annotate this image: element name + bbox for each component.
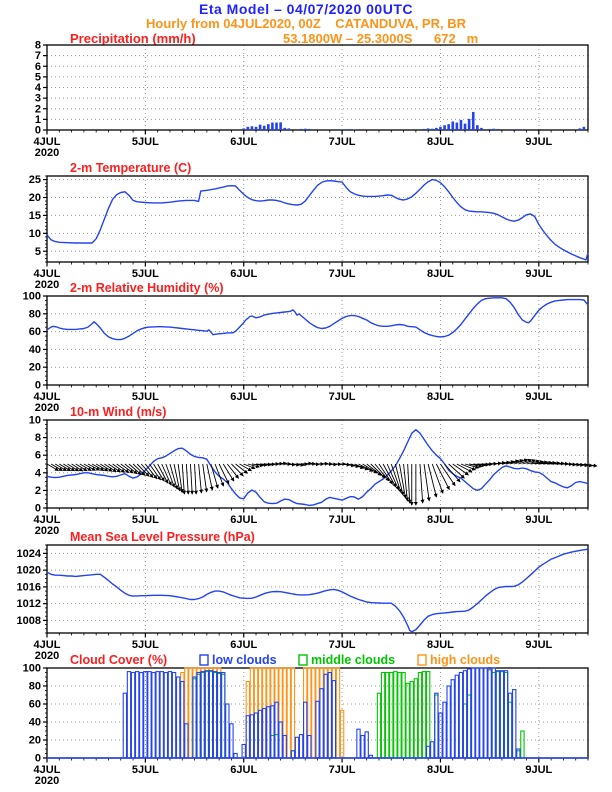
precip-bar (476, 125, 479, 130)
low-cloud-bar (258, 710, 261, 758)
precip-bar (247, 127, 250, 130)
panel-2-m-temperature-c (29, 161, 588, 291)
y-tick-label: 0 (34, 752, 41, 765)
y-tick-label: 4 (34, 467, 41, 480)
precip-bar (263, 126, 266, 130)
panel-title: 10-m Wind (m/s) (70, 405, 167, 419)
low-cloud-bar (467, 669, 470, 758)
x-tick-label: 5JUL (131, 514, 159, 526)
legend-label: high clouds (430, 653, 501, 667)
x-tick-label: 9JUL (525, 268, 553, 280)
precip-bar (255, 127, 258, 130)
precip-bar (451, 122, 454, 131)
legend-label: low clouds (212, 653, 277, 667)
low-cloud-bar (230, 724, 233, 758)
precip-bar (308, 129, 311, 130)
x-tick-label: 4JUL (33, 391, 61, 403)
x-tick-label: 9JUL (525, 136, 553, 148)
x-tick-label: 6JUL (230, 268, 258, 280)
y-tick-label: 10 (28, 414, 41, 427)
low-cloud-bar (283, 736, 286, 759)
high-cloud-bar (336, 668, 339, 758)
low-cloud-bar (131, 673, 134, 759)
y-tick-label: 80 (28, 308, 41, 321)
low-cloud-bar (320, 689, 323, 758)
x-year-label: 2020 (34, 525, 60, 537)
low-cloud-bar (480, 668, 483, 758)
low-cloud-bar (500, 671, 503, 758)
precip-bar (341, 129, 344, 130)
low-cloud-bar (172, 673, 175, 759)
low-cloud-bar (513, 690, 516, 758)
y-tick-label: 0 (34, 124, 41, 137)
precip-bar (283, 128, 286, 130)
precip-bar (439, 127, 442, 130)
low-cloud-bar (455, 675, 458, 758)
low-cloud-bar (152, 673, 155, 759)
low-cloud-bar (435, 693, 438, 758)
low-cloud-bar (295, 737, 298, 758)
x-tick-label: 7JUL (328, 391, 356, 403)
low-cloud-bar (205, 671, 208, 758)
precip-bar (267, 124, 270, 130)
x-tick-label: 8JUL (427, 764, 454, 776)
low-cloud-bar (299, 735, 302, 758)
low-cloud-bar (250, 715, 253, 758)
precip-bar (288, 128, 291, 130)
wind-direction-arrows (47, 459, 597, 505)
middle-cloud-bar (406, 683, 409, 758)
y-tick-label: 4 (34, 82, 41, 94)
low-cloud-bar (213, 672, 216, 758)
precip-bar (443, 125, 446, 130)
precip-bar (423, 129, 426, 130)
middle-cloud-bar (402, 673, 405, 759)
x-tick-label: 6JUL (230, 764, 258, 776)
low-cloud-bar (217, 673, 220, 759)
precip-bar (583, 127, 586, 130)
low-cloud-bar (504, 671, 507, 758)
x-tick-label: 9JUL (525, 764, 553, 776)
series-line (47, 430, 588, 506)
low-cloud-bar (201, 672, 204, 758)
y-tick-label: 15 (28, 209, 41, 222)
low-cloud-bar (148, 672, 151, 758)
x-tick-label: 4JUL (33, 764, 61, 776)
low-cloud-bar (443, 702, 446, 758)
panel-title-precipitation: Precipitation (mm/h) (70, 31, 196, 46)
precip-bar (300, 129, 303, 130)
high-cloud-bar (340, 710, 343, 758)
low-cloud-bar (365, 732, 368, 758)
low-cloud-bar (316, 701, 319, 758)
precip-bar (456, 123, 459, 130)
x-tick-label: 4JUL (33, 514, 61, 526)
precip-bar (480, 128, 483, 130)
precip-bar (242, 128, 245, 130)
precip-bar (304, 129, 307, 130)
low-cloud-bar (123, 693, 126, 758)
low-cloud-bar (279, 722, 282, 758)
precip-bar (271, 123, 274, 130)
y-tick-label: 100 (22, 662, 41, 675)
y-tick-label: 20 (28, 361, 41, 374)
x-tick-label: 8JUL (427, 391, 454, 403)
y-tick-label: 25 (28, 174, 41, 187)
low-cloud-bar (488, 670, 491, 758)
y-tick-label: 1 (34, 113, 41, 126)
x-tick-label: 5JUL (131, 764, 159, 776)
x-tick-label: 5JUL (131, 268, 159, 280)
x-tick-label: 7JUL (328, 639, 356, 651)
precip-bar (251, 126, 254, 130)
x-year-label: 2020 (34, 147, 60, 159)
precip-bar (460, 120, 463, 130)
panel-title: Cloud Cover (%) (70, 653, 168, 667)
x-tick-label: 4JUL (33, 136, 61, 148)
middle-cloud-bar (381, 673, 384, 759)
panel-title: 2-m Temperature (C) (70, 161, 192, 175)
low-cloud-bar (447, 686, 450, 758)
low-cloud-bar (197, 673, 200, 759)
x-tick-label: 7JUL (328, 514, 356, 526)
precip-bar (447, 124, 450, 130)
low-cloud-bar (357, 729, 360, 758)
precip-bar (431, 129, 434, 130)
middle-cloud-bar (418, 673, 421, 759)
y-tick-label: 8 (34, 432, 41, 445)
series-line (47, 549, 588, 632)
x-tick-label: 5JUL (131, 639, 159, 651)
precip-bar (279, 122, 282, 130)
low-cloud-bar (484, 668, 487, 758)
precip-bar (259, 125, 262, 130)
high-cloud-bar (287, 668, 290, 758)
panel-10-m-wind-m-s (29, 405, 597, 537)
low-cloud-bar (242, 745, 245, 759)
low-cloud-bar (332, 681, 335, 758)
y-tick-label: 60 (28, 698, 41, 711)
low-cloud-bar (156, 672, 159, 758)
low-cloud-bar (177, 677, 180, 758)
panel-title: Mean Sea Level Pressure (hPa) (70, 530, 255, 544)
series-line (47, 180, 588, 260)
series-line (47, 298, 588, 340)
precip-bar (275, 123, 278, 130)
x-tick-label: 8JUL (427, 514, 454, 526)
y-tick-label: 7 (34, 50, 41, 63)
precip-bar (517, 129, 520, 130)
low-cloud-bar (492, 668, 495, 758)
low-cloud-bar (431, 742, 434, 758)
x-tick-label: 9JUL (525, 514, 553, 526)
precip-bar (353, 129, 356, 130)
x-tick-label: 5JUL (131, 391, 159, 403)
precip-bar (579, 128, 582, 130)
low-cloud-bar (439, 713, 442, 758)
y-tick-label: 60 (28, 326, 41, 339)
precip-bar (497, 129, 500, 130)
low-cloud-bar (508, 693, 511, 758)
panel-cloud-cover (23, 653, 588, 787)
low-cloud-bar (254, 713, 257, 758)
low-cloud-bar (127, 672, 130, 758)
low-cloud-bar (361, 736, 364, 759)
x-year-label: 2020 (34, 402, 60, 414)
y-tick-label: 6 (34, 449, 41, 462)
x-tick-label: 4JUL (33, 639, 61, 651)
high-cloud-bar (291, 668, 294, 758)
low-cloud-bar (168, 672, 171, 758)
low-cloud-bar (472, 668, 475, 758)
x-tick-label: 6JUL (230, 391, 258, 403)
panel-precipitation-mm-h (34, 40, 588, 160)
low-cloud-bar (291, 751, 294, 758)
low-cloud-bar (324, 674, 327, 758)
low-cloud-bar (267, 707, 270, 758)
x-tick-label: 6JUL (230, 514, 258, 526)
precip-bar (427, 128, 430, 130)
legend-label: middle clouds (311, 653, 396, 667)
x-tick-label: 7JUL (328, 136, 356, 148)
low-cloud-bar (496, 671, 499, 758)
station-coordinates: 53.1800W – 25.3000S 672 m (283, 31, 479, 46)
high-cloud-bar (189, 668, 192, 758)
middle-cloud-bar (394, 672, 397, 758)
x-tick-label: 6JUL (230, 136, 258, 148)
legend-swatch (418, 655, 426, 665)
low-cloud-bar (136, 672, 139, 758)
precip-bar (488, 129, 491, 130)
low-cloud-bar (463, 671, 466, 758)
precip-bar (492, 129, 495, 130)
legend-swatch (200, 655, 208, 665)
low-cloud-bar (275, 702, 278, 758)
middle-cloud-bar (414, 679, 417, 758)
precip-bar (345, 129, 348, 130)
x-tick-label: 7JUL (328, 764, 356, 776)
x-tick-label: 9JUL (525, 639, 553, 651)
low-cloud-bar (328, 673, 331, 759)
middle-cloud-bar (410, 682, 413, 759)
legend-swatch (299, 655, 307, 665)
y-tick-label: 20 (28, 734, 41, 747)
precip-bar (468, 119, 471, 130)
y-tick-label: 0 (34, 379, 41, 392)
y-tick-label: 5 (34, 245, 41, 258)
low-cloud-bar (476, 668, 479, 758)
y-tick-label: 1024 (16, 547, 41, 560)
x-tick-label: 4JUL (33, 268, 61, 280)
y-tick-label: 40 (28, 716, 41, 729)
middle-cloud-bar (386, 673, 389, 759)
run-subtitle: Hourly from 04JUL2020, 00Z CATANDUVA, PR, BR (145, 16, 466, 31)
panel-title: 2-m Relative Humidity (%) (70, 281, 224, 295)
y-tick-label: 20 (28, 192, 41, 204)
x-tick-label: 6JUL (230, 639, 258, 651)
x-tick-label: 8JUL (427, 268, 454, 280)
y-tick-label: 40 (28, 343, 41, 356)
x-tick-label: 8JUL (427, 136, 454, 148)
y-tick-label: 1016 (16, 581, 41, 594)
low-cloud-bar (164, 673, 167, 759)
low-cloud-bar (304, 702, 307, 758)
middle-cloud-bar (377, 693, 380, 758)
y-tick-label: 80 (28, 680, 41, 693)
middle-cloud-bar (390, 673, 393, 759)
precip-bar (472, 112, 475, 130)
low-cloud-bar (185, 724, 188, 758)
middle-cloud-bar (521, 731, 524, 758)
y-tick-label: 6 (34, 60, 41, 73)
y-tick-label: 5 (34, 71, 41, 84)
low-cloud-bar (226, 704, 229, 758)
middle-cloud-bar (427, 672, 430, 758)
y-tick-label: 10 (28, 227, 41, 240)
x-year-label: 2020 (34, 775, 60, 787)
precip-bar (435, 128, 438, 130)
low-cloud-bar (263, 709, 266, 759)
x-tick-label: 5JUL (131, 136, 159, 148)
high-cloud-bar (312, 668, 315, 758)
panel-2-m-relative-humidity (23, 281, 588, 414)
y-tick-label: 1008 (16, 614, 41, 627)
x-year-label: 2020 (34, 650, 60, 662)
y-tick-label: 1012 (16, 598, 41, 611)
x-year-label: 2020 (34, 279, 60, 291)
x-tick-label: 9JUL (525, 391, 553, 403)
model-title: Eta Model – 04/07/2020 00UTC (199, 1, 413, 17)
y-tick-label: 0 (34, 502, 41, 515)
low-cloud-bar (271, 706, 274, 758)
precip-bar (464, 124, 467, 130)
y-tick-label: 2 (34, 484, 41, 497)
low-cloud-bar (193, 677, 196, 758)
y-tick-label: 100 (22, 290, 41, 303)
low-cloud-bar (181, 682, 184, 759)
x-tick-label: 8JUL (427, 639, 454, 651)
middle-cloud-bar (398, 673, 401, 759)
low-cloud-bar (308, 736, 311, 759)
x-tick-label: 7JUL (328, 268, 356, 280)
middle-cloud-bar (422, 672, 425, 758)
y-tick-label: 8 (34, 39, 41, 52)
y-tick-label: 3 (34, 92, 41, 105)
low-cloud-bar (209, 671, 212, 758)
low-cloud-bar (459, 673, 462, 759)
y-tick-label: 2 (34, 103, 41, 116)
precip-bar (349, 129, 352, 130)
y-tick-label: 1020 (16, 564, 41, 577)
panel-mean-sea-level-pressure-hpa (17, 530, 588, 662)
low-cloud-bar (222, 673, 225, 759)
low-cloud-bar (160, 672, 163, 758)
low-cloud-bar (427, 746, 430, 758)
low-cloud-bar (140, 673, 143, 759)
low-cloud-bar (451, 680, 454, 758)
